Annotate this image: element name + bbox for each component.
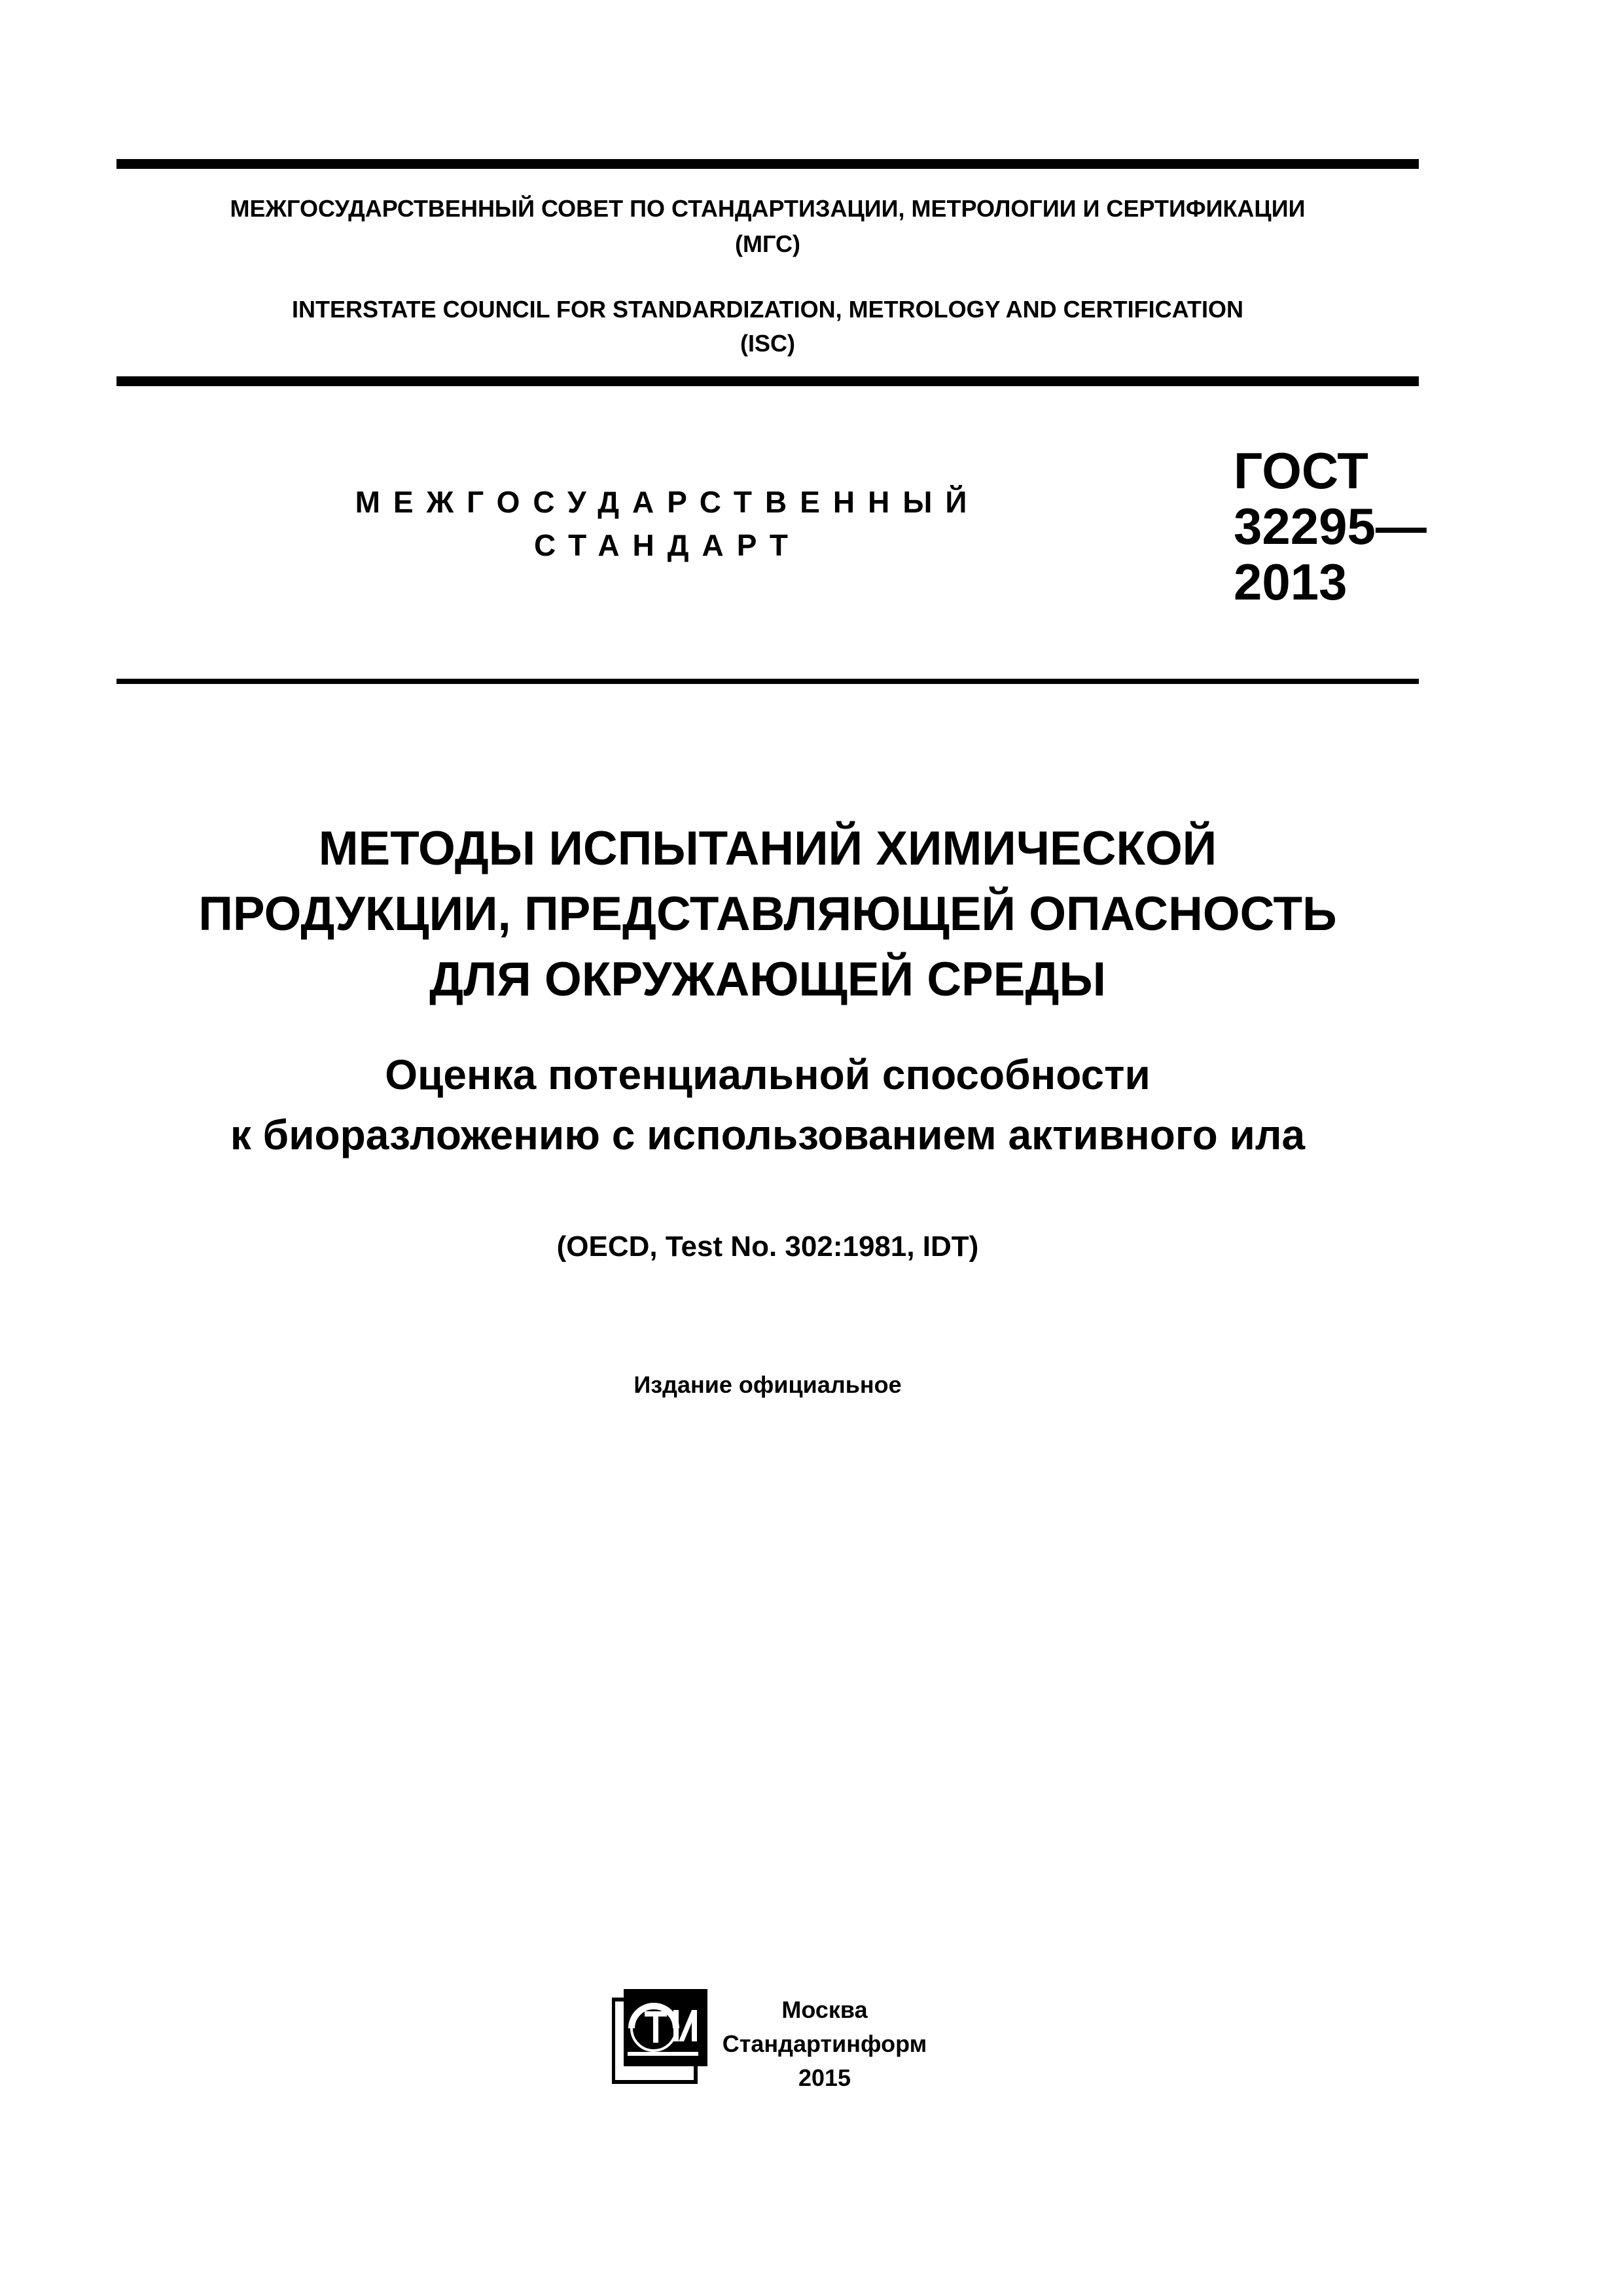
header-bottom-rule bbox=[116, 376, 1419, 386]
council-abbr-ru: (МГС) bbox=[735, 230, 800, 257]
logo-graphic bbox=[612, 1986, 710, 2085]
document-title-line3: ДЛЯ ОКРУЖАЮЩЕЙ СРЕДЫ bbox=[429, 953, 1106, 1006]
publisher-name: Стандартинформ bbox=[722, 2030, 927, 2057]
gost-number: 32295— bbox=[1234, 497, 1427, 555]
standard-type-line1: МЕЖГОСУДАРСТВЕННЫЙ bbox=[355, 485, 980, 519]
document-subtitle-line2: к биоразложению с использованием активного ила bbox=[230, 1111, 1306, 1158]
publisher-block bbox=[707, 1993, 942, 2095]
top-rule bbox=[116, 159, 1419, 169]
publisher-city: Москва bbox=[781, 1996, 868, 2023]
council-name-en: INTERSTATE COUNCIL FOR STANDARDIZATION, METROLOGY AND CERTIFICATION bbox=[292, 296, 1243, 323]
standard-identification: (OECD, Test No. 302:1981, IDT) bbox=[556, 1230, 979, 1263]
council-name-ru: МЕЖГОСУДАРСТВЕННЫЙ СОВЕТ ПО СТАНДАРТИЗАЦИИ, МЕТРОЛОГИИ И СЕРТИФИКАЦИИ bbox=[230, 195, 1306, 222]
standard-type-line2: СТАНДАРТ bbox=[534, 528, 801, 562]
council-abbr-en: (ISC) bbox=[740, 330, 795, 357]
document-title-line2: ПРОДУКЦИИ, ПРЕДСТАВЛЯЮЩЕЙ ОПАСНОСТЬ bbox=[198, 888, 1337, 941]
standard-bottom-rule bbox=[116, 679, 1419, 684]
edition-label: Издание официальное bbox=[633, 1371, 902, 1398]
document-title-line1: МЕТОДЫ ИСПЫТАНИЙ ХИМИЧЕСКОЙ bbox=[318, 822, 1217, 875]
standartinform-logo-icon bbox=[612, 1986, 710, 2085]
gost-year: 2013 bbox=[1234, 553, 1347, 611]
document-subtitle-line1: Оценка потенциальной способности bbox=[385, 1051, 1150, 1098]
publisher-year: 2015 bbox=[798, 2064, 851, 2091]
gost-label: ГОСТ bbox=[1234, 442, 1368, 499]
